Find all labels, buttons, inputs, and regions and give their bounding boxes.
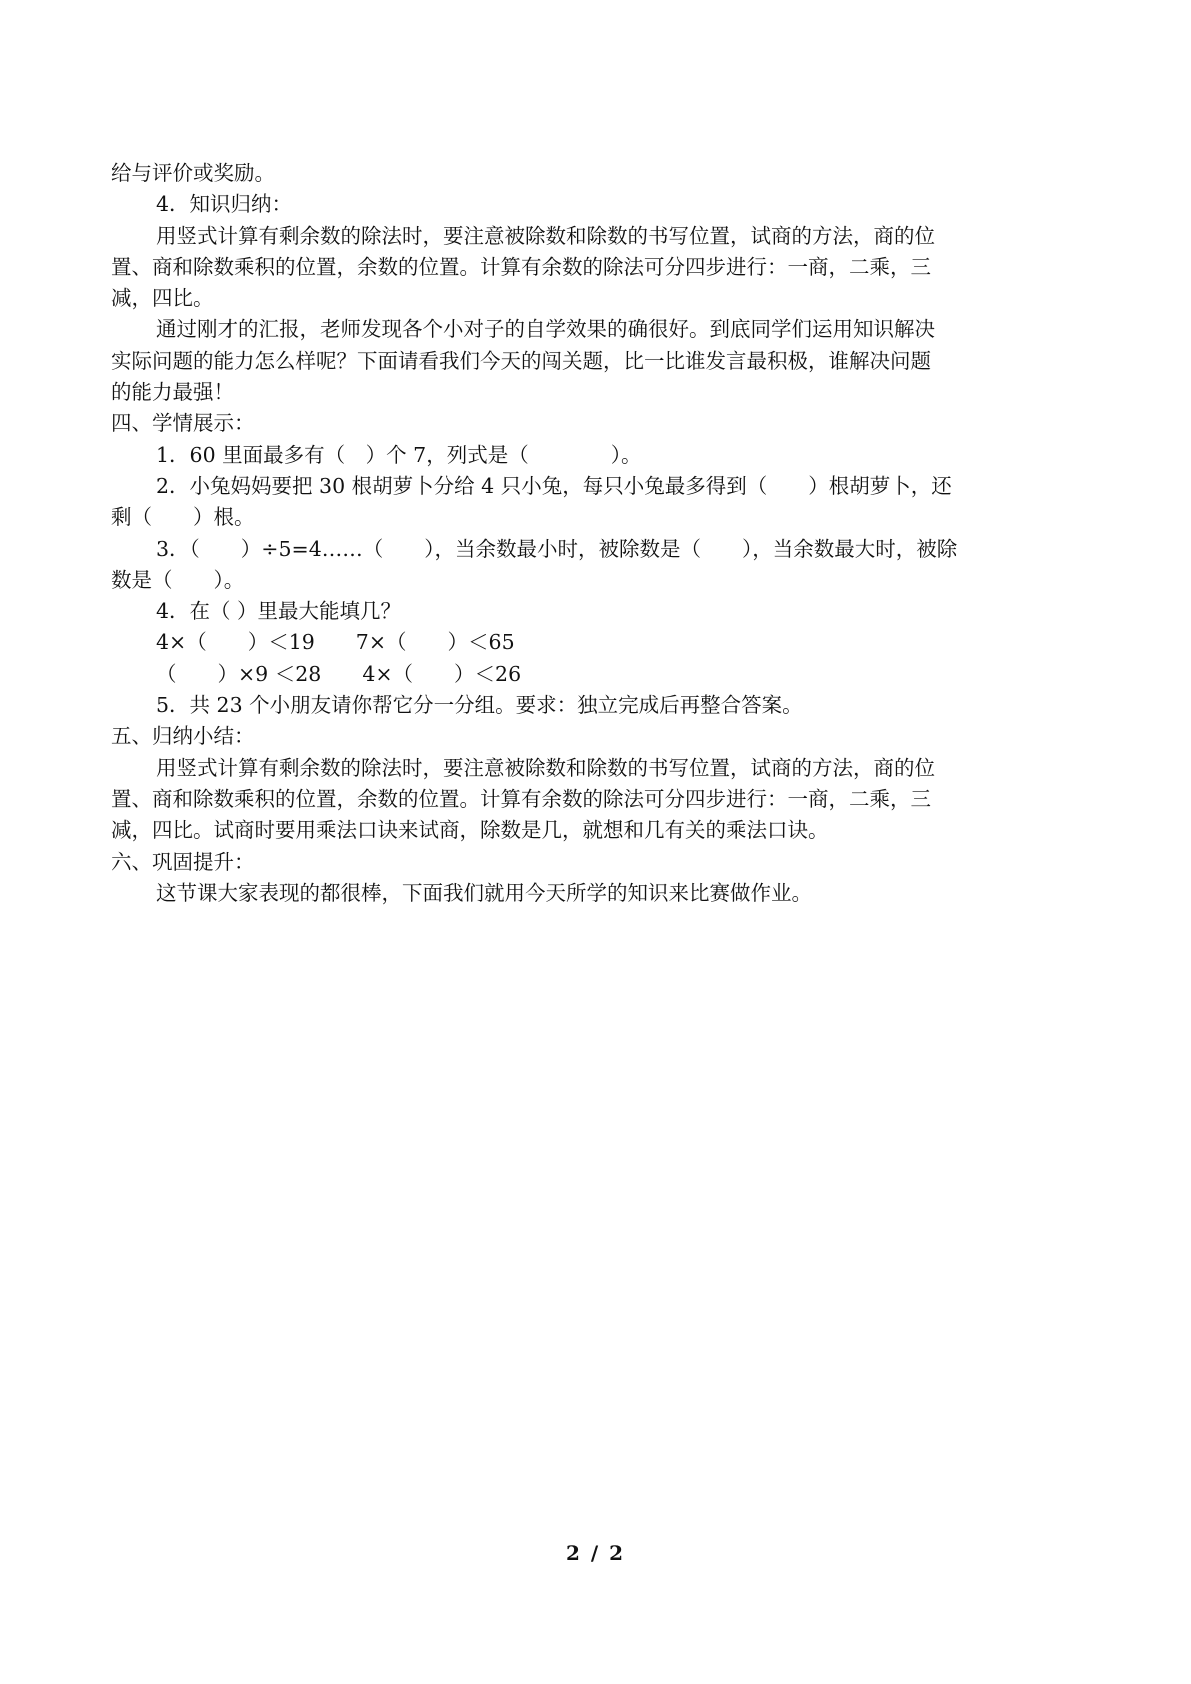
- exercise-equation-row: 4×（ ）＜19 7×（ ）＜65: [156, 630, 515, 655]
- paragraph-line: 用竖式计算有剩余数的除法时，要注意被除数和除数的书写位置，试商的方法，商的位: [156, 755, 935, 780]
- exercise-item: 3．（ ）÷5=4……（ ），当余数最小时，被除数是（ ），当余数最大时，被除: [156, 536, 958, 561]
- paragraph-line: 给与评价或奖励。: [111, 161, 275, 185]
- section-heading: 四、学情展示：: [111, 411, 255, 436]
- document-body: [111, 158, 1086, 909]
- section-heading: 六、巩固提升：: [111, 849, 255, 874]
- exercise-item: 剩（ ）根。: [111, 505, 255, 530]
- exercise-item: 5．共 23 个小朋友请你帮它分一分组。要求：独立完成后再整合答案。: [156, 693, 803, 718]
- paragraph-line: 实际问题的能力怎么样呢？下面请看我们今天的闯关题，比一比谁发言最积极，谁解决问题: [111, 348, 931, 373]
- paragraph-line: 置、商和除数乘积的位置，余数的位置。计算有余数的除法可分四步进行：一商，二乘，三: [111, 254, 931, 279]
- paragraph-line: 这节课大家表现的都很棒，下面我们就用今天所学的知识来比赛做作业。: [156, 880, 812, 905]
- paragraph-line: 减，四比。: [111, 286, 214, 311]
- exercise-item: 4．在（ ）里最大能填几？: [156, 599, 402, 624]
- exercise-equation-row: （ ）×9 ＜28 4×（ ）＜26: [156, 661, 522, 686]
- page-number: 2 / 2: [565, 1541, 626, 1565]
- paragraph-line: 置、商和除数乘积的位置，余数的位置。计算有余数的除法可分四步进行：一商，二乘，三: [111, 786, 931, 811]
- paragraph-line: 的能力最强！: [111, 380, 234, 405]
- subsection-heading: 4．知识归纳：: [156, 192, 293, 217]
- exercise-item: 2．小兔妈妈要把 30 根胡萝卜分给 4 只小兔，每只小兔最多得到（ ）根胡萝卜，还: [156, 473, 952, 498]
- section-heading: 五、归纳小结：: [111, 724, 255, 749]
- paragraph-line: 通过刚才的汇报，老师发现各个小对子的自学效果的确很好。到底同学们运用知识解决: [156, 317, 935, 342]
- paragraph-line: 用竖式计算有剩余数的除法时，要注意被除数和除数的书写位置，试商的方法，商的位: [156, 223, 935, 248]
- exercise-item: 1．60 里面最多有（ ）个 7，列式是（ ）。: [156, 442, 642, 467]
- paragraph-line: 减，四比。试商时要用乘法口诀来试商，除数是几，就想和几有关的乘法口诀。: [111, 818, 829, 843]
- exercise-item: 数是（ ）。: [111, 567, 245, 592]
